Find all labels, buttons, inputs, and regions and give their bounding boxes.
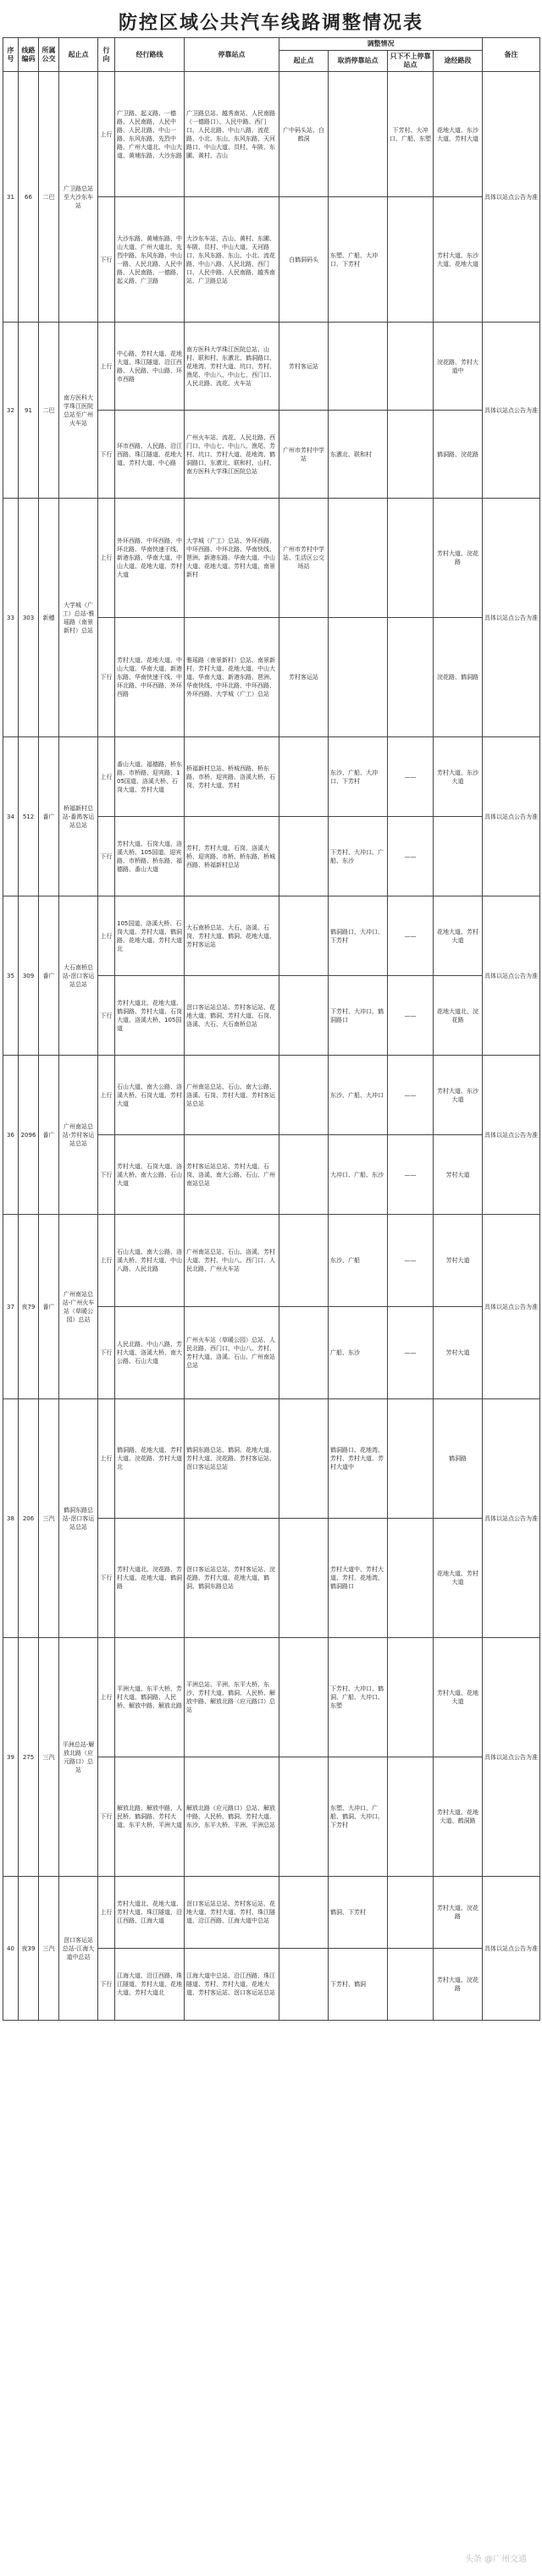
cell-direction: 上行 [98,1638,115,1757]
cell-normal-route: 番山大道、福德路、桥东路、市桥路、迎宾路、105国道、洛溪大桥、石岗大道、芳村大道 [115,737,185,817]
cell-adj-route [434,817,483,896]
cell-adj-route: 浣花路、鹤洞路 [434,618,483,737]
cell-adj-route: 花地大道、芳村大道 [434,1519,483,1638]
table-row [3,499,540,618]
header-direction: 行向 [98,38,115,72]
cell-stops: 滘口客运站总站、芳村客运站、浣花路、芳村大道、花地大道、鹤洞、鹤洞东路总站 [185,1519,279,1638]
cell-adj-only [388,1399,434,1519]
cell-normal-route: 石山大道、南大公路、洛溪大桥、石岗大道、芳村大道 [115,1056,185,1135]
cell-adj-only: —— [388,1135,434,1215]
cell-seq: 33 [3,499,19,737]
cell-adj-route: 芳村大道 [434,1215,483,1307]
cell-direction: 下行 [98,197,115,323]
cell-adj-start: 广州市芳村中学站 [279,411,329,499]
cell-adj-route: 芳村大道 [434,1135,483,1215]
cell-stops: 芳村客运站总站、芳村大道、石岗、洛溪、南大公路、石山、广州南站总站 [185,1135,279,1215]
cell-adj-only: —— [388,1056,434,1135]
cell-adj-start [279,1307,329,1399]
table-header-row [3,38,540,51]
header-remark: 备注 [483,38,540,72]
cell-adj-cancel: 东塱、大冲口、广船、鹤洞、大冲口、下芳村 [329,1757,388,1877]
cell-direction: 下行 [98,1307,115,1399]
cell-remark: 具体以站点公告为准 [483,1056,540,1215]
cell-seq: 37 [3,1215,19,1399]
cell-company: 番广 [39,1215,59,1399]
cell-remark: 具体以站点公告为准 [483,323,540,499]
cell-remark: 具体以站点公告为准 [483,737,540,896]
cell-adj-route: 花地大道北、浣花路 [434,976,483,1056]
table-body [3,72,540,2021]
cell-remark: 具体以站点公告为准 [483,1399,540,1638]
cell-stops: 平洲总站、平洲、东平大桥、东沙、芳村大道、鹤洞、人民桥、解放中路、解放北路（应元路口）总站 [185,1638,279,1757]
header-normal-route: 经行路线 [115,38,185,72]
cell-adj-cancel: 芳村大道中、芳村大道、芳村、花地湾、鹤洞路口 [329,1519,388,1638]
cell-adj-only: —— [388,817,434,896]
cell-route: 303 [19,499,39,737]
cell-adj-cancel [329,618,388,737]
cell-adj-start [279,1757,329,1877]
cell-adj-route: 花地大道、芳村大道 [434,896,483,976]
cell-company: 二巴 [39,323,59,499]
cell-direction: 上行 [98,323,115,411]
cell-direction: 上行 [98,72,115,197]
cell-stops: 广州火车站（草暖公园）总站、人民北路、西门口、中山八、芳村、芳村大道、洛溪、石山、广州南站总站 [185,1307,279,1399]
cell-adj-start [279,1135,329,1215]
cell-adj-only [388,1877,434,1949]
cell-normal-route: 平洲大道、东平大桥、芳村大道、鹤洞路、人民桥、解放中路、解放北路 [115,1638,185,1757]
cell-adj-start: 广中码头站、白鹤洞 [279,72,329,197]
cell-adj-route: 鹤洞路 [434,1399,483,1519]
cell-adj-route: 芳村大道 [434,1307,483,1399]
cell-stops: 鹤洞东路总站、鹤洞、花地大道、芳村大道、浣花路、芳村客运站、滘口客运站总站 [185,1399,279,1519]
cell-adj-only [388,618,434,737]
cell-adj-cancel: 下芳村、大冲口、鹤洞路口 [329,976,388,1056]
header-adjust: 调整情况 [279,38,483,51]
table-row [3,1399,540,1519]
cell-adj-cancel: 东沙、广船 [329,1215,388,1307]
cell-seq: 36 [3,1056,19,1215]
cell-company: 新穗 [39,499,59,737]
cell-adj-start [279,1519,329,1638]
cell-adj-start: 芳村客运站 [279,618,329,737]
cell-company: 三汽 [39,1638,59,1877]
cell-adj-cancel: 鹤洞路口、花地湾、芳村、芳村大道、芳村大道中 [329,1399,388,1519]
cell-adj-start [279,976,329,1056]
cell-start: 广州南站总站-广州火车站（草暖公园）总站 [59,1215,98,1399]
cell-start: 大石南桥总站-滘口客运站总站 [59,896,98,1056]
watermark: 头条 @广州交通 [464,2555,527,2564]
cell-adj-cancel [329,323,388,411]
cell-adj-cancel: 东塱、广船、大冲口、下芳村 [329,197,388,323]
cell-stops: 滘口客运站总站、芳村客运站、花地大道、芳村大道、芳村、珠江隧道、沿江西路、江海大道中总站 [185,1877,279,1949]
cell-adj-route: 芳村大道、浣花路 [434,499,483,618]
cell-seq: 31 [3,72,19,323]
cell-adj-start: 白鹤洞码头 [279,197,329,323]
cell-start: 广州南站总站-芳村客运站总站 [59,1056,98,1215]
cell-normal-route: 江海大道、沿江西路、珠江隧道、芳村大道、花地大道、芳村大道北 [115,1949,185,2021]
cell-adj-cancel: 鹤洞路口、大冲口、下芳村 [329,896,388,976]
cell-adj-only [388,1757,434,1877]
cell-normal-route: 广卫路、起义路、一德路、人民南路、人民中路、人民北路、中山一路、东风东路、先烈中路、广州大道北、中山大道、黄埔东路、大沙东路 [115,72,185,197]
header-adj-only: 只下不上停靠站点 [388,51,434,72]
cell-company: 番广 [39,896,59,1056]
cell-adj-start [279,1638,329,1757]
cell-route: 夜39 [19,1877,39,2021]
cell-normal-route: 人民北路、中山八路、芳村大道、洛溪大桥、南大公路、石山大道 [115,1307,185,1399]
cell-adj-only: —— [388,737,434,817]
cell-adj-route: 芳村大道、东沙大道 [434,1056,483,1135]
cell-adj-cancel: 东漖北、联和村 [329,411,388,499]
cell-seq: 40 [3,1877,19,2021]
cell-normal-route: 环市西路、人民路、沿江西路、珠江隧道、花地大道、芳村大道、中心路 [115,411,185,499]
cell-adj-route: 芳村大道、花地大道、鹤洞路 [434,1757,483,1877]
cell-normal-route: 大沙东路、黄埔东路、中山大道、广州大道北、先烈中路、东风东路、中山一路、人民北路、人民中路、人民南路、一德路、起义路、广卫路 [115,197,185,323]
cell-remark: 具体以站点公告为准 [483,1638,540,1877]
cell-seq: 35 [3,896,19,1056]
cell-seq: 32 [3,323,19,499]
cell-stops: 江海大道中总站、沿江西路、珠江隧道、芳村、芳村大道、花地大道、芳村客运站、滘口客运站总站 [185,1949,279,2021]
cell-seq: 34 [3,737,19,896]
cell-stops: 滘口客运站总站、芳村客运站、花地大道、鹤洞、芳村大道、石岗、洛溪、大石、大石南桥总站 [185,976,279,1056]
cell-adj-start [279,737,329,817]
cell-adj-only [388,197,434,323]
cell-company: 番广 [39,1056,59,1215]
cell-direction: 上行 [98,1399,115,1519]
cell-adj-only [388,1949,434,2021]
cell-direction: 上行 [98,737,115,817]
cell-normal-route: 芳村大道、石岗大道、洛溪大桥、105国道、迎宾路、市桥路、桥东路、福德路、番山大道 [115,817,185,896]
cell-start: 滘口客运站总站-江海大道中总站 [59,1877,98,2021]
cell-direction: 上行 [98,896,115,976]
cell-adj-only [388,499,434,618]
cell-adj-only: —— [388,896,434,976]
cell-stops: 广州火车站、流花、人民北路、西门口、中山七、中山八、渔尾、芳村、坑口、芳村大道、花地湾、鹤洞路口、东漖北、联和村、山村、南方医科大学珠江医院总站 [185,411,279,499]
route-adjustment-table [3,37,540,2021]
cell-stops: 广卫路总站、越秀南站、人民南路（一德路口）、人民中路、西门口、人民北路、中山八路、流花路、小北、东山、东风东路、天河路口、中山大道、员村、车陂、东圃、黄村、吉山 [185,72,279,197]
cell-adj-cancel: 下芳村、鹤洞 [329,1949,388,2021]
cell-adj-cancel: 大冲口、广船、东沙 [329,1135,388,1215]
cell-direction: 下行 [98,1135,115,1215]
cell-remark: 具体以站点公告为准 [483,1877,540,2021]
table-row [3,1638,540,1757]
cell-direction: 上行 [98,1215,115,1307]
cell-direction: 下行 [98,1519,115,1638]
cell-adj-route: 芳村大道、东沙大道、花地大道 [434,197,483,323]
cell-start: 鹤洞东路总站-滘口客运站总站 [59,1399,98,1638]
cell-adj-start [279,1877,329,1949]
cell-remark: 具体以站点公告为准 [483,896,540,1056]
cell-normal-route: 鹤洞路、花地大道、芳村大道、浣花路、芳村大道北 [115,1399,185,1519]
cell-normal-route: 芳村大道北、浣花路、芳村大道、花地大道、鹤洞路 [115,1519,185,1638]
cell-adj-only: —— [388,1307,434,1399]
cell-adj-route: 芳村大道、浣花路 [434,1949,483,2021]
table-row [3,323,540,411]
cell-direction: 下行 [98,411,115,499]
cell-adj-route: 芳村大道、花地大道 [434,1638,483,1757]
cell-seq: 39 [3,1638,19,1877]
cell-direction: 上行 [98,1877,115,1949]
header-stops: 停靠站点 [185,38,279,72]
cell-route: 512 [19,737,39,896]
cell-normal-route: 解放北路、解放中路、人民桥、鹤洞路、芳村大道、东平大桥、平洲大道 [115,1757,185,1877]
table-row [3,1215,540,1307]
cell-adj-cancel [329,499,388,618]
cell-start: 平洲总站-解放北路（应元路口）总站 [59,1638,98,1877]
cell-adj-start: 广州市芳村中学站、生活区公交场站 [279,499,329,618]
cell-adj-cancel: 下芳村、大冲口、广船、东沙 [329,817,388,896]
cell-direction: 下行 [98,1757,115,1877]
cell-adj-route: 花地大道、东沙大道、芳村大道 [434,72,483,197]
cell-adj-only [388,1519,434,1638]
cell-adj-cancel: 鹤洞、下芳村 [329,1877,388,1949]
cell-adj-start [279,896,329,976]
cell-adj-cancel: 下芳村、大冲口、鹤洞、广船、大冲口、东塱 [329,1638,388,1757]
cell-remark: 具体以站点公告为准 [483,72,540,323]
cell-start: 桥福新村总站-番禺客运站总站 [59,737,98,896]
cell-adj-cancel: 东沙、广船、大冲口、下芳村 [329,737,388,817]
cell-stops: 芳村、芳村大道、石岗、洛溪大桥、迎宾路、市桥、桥东路、桥城西路、桥福新村总站 [185,817,279,896]
cell-stops: 南方医科大学珠江医院总站、山村、联和村、东漖北、鹤洞路口、花地湾、芳村大道、坑口、芳村、渔尾、中山八、中山七、西门口、人民北路、流花、火车站 [185,323,279,411]
cell-direction: 下行 [98,976,115,1056]
table-row [3,1877,540,1949]
table-row [3,1056,540,1135]
cell-normal-route: 中心路、芳村大道、花地大道、珠江隧道、沿江西路、人民路、中山路、环市西路 [115,323,185,411]
cell-normal-route: 芳村大道北、花地大道、芳村大道、珠江隧道、沿江西路、江海大道 [115,1877,185,1949]
header-route: 线路编码 [19,38,39,72]
cell-stops: 大石南桥总站、大石、洛溪、石岗、芳村大道、鹤洞、花地大道、芳村客运站 [185,896,279,976]
header-adj-cancel: 取消停靠站点 [329,51,388,72]
header-adj-route: 途经路段 [434,51,483,72]
cell-adj-start [279,817,329,896]
document-title: 防控区域公共汽车线路调整情况表 [118,12,423,34]
header-company: 所属公交 [39,38,59,72]
cell-route: 309 [19,896,39,1056]
cell-seq: 38 [3,1399,19,1638]
table-row [3,737,540,817]
cell-direction: 下行 [98,618,115,737]
cell-adj-cancel: 东沙、广船、大冲口 [329,1056,388,1135]
cell-adj-route: 浣花路、芳村大道中 [434,323,483,411]
cell-normal-route: 105国道、洛溪大桥、石岗大道、芳村大道、鹤洞路、花地大道、芳村大道北 [115,896,185,976]
cell-direction: 下行 [98,1949,115,2021]
cell-adj-only [388,1638,434,1757]
cell-remark: 具体以站点公告为准 [483,499,540,737]
cell-adj-only [388,411,434,499]
cell-company: 三汽 [39,1399,59,1638]
cell-route: 91 [19,323,39,499]
cell-stops: 大沙东车站、吉山、黄村、东圃、车陂、员村、中山大道、天河路口、东风东路、东山、小北、流花路、中山八路、人民北路、西门口、人民中路、人民南路、越秀南站、广卫路总站 [185,197,279,323]
cell-start: 大学城（广工）总站-雅瑶路（南景新村）总站 [59,499,98,737]
cell-adj-only: —— [388,976,434,1056]
cell-company: 三汽 [39,1877,59,2021]
cell-adj-only: —— [388,1215,434,1307]
cell-adj-start [279,1056,329,1135]
cell-direction: 上行 [98,1056,115,1135]
cell-adj-cancel [329,72,388,197]
table-row [3,896,540,976]
cell-route: 66 [19,72,39,323]
cell-start: 南方医科大学珠江医院总站至广州火车站 [59,323,98,499]
header-seq: 序号 [3,38,19,72]
table-row [3,72,540,197]
cell-stops: 解放北路（应元路口）总站、解放中路、人民桥、鹤洞、芳村大道、东沙、东平大桥、平洲、平洲总站 [185,1757,279,1877]
cell-remark: 具体以站点公告为准 [483,1215,540,1399]
cell-adj-route: 鹤洞路、浣花路 [434,411,483,499]
cell-normal-route: 芳村大道、石岗大道、洛溪大桥、南大公路、石山大道 [115,1135,185,1215]
cell-route: 夜79 [19,1215,39,1399]
header-adj-start: 起止点 [279,51,329,72]
cell-stops: 广州南站总站、石山、南大公路、洛溪、石岗、芳村大道、芳村客运站总站 [185,1056,279,1135]
cell-normal-route: 芳村大道北、花地大道、鹤洞路、芳村大道、石岗大道、洛溪大桥、105国道 [115,976,185,1056]
cell-direction: 下行 [98,817,115,896]
cell-adj-route: 芳村大道、东沙大道 [434,737,483,817]
cell-adj-only: 下芳村、大冲口、广船、东塱 [388,72,434,197]
cell-route: 275 [19,1638,39,1877]
cell-adj-start [279,1399,329,1519]
cell-route: 2096 [19,1056,39,1215]
header-start: 起止点 [59,38,98,72]
cell-company: 二巴 [39,72,59,323]
cell-stops: 桥福新村总站、桥城西路、桥东路、市桥、迎宾路、洛溪大桥、石岗、芳村大道、芳村 [185,737,279,817]
cell-stops: 雅瑶路（南景新村）总站、南景新村、芳村大道、花地大道、中山大道、华南大道、新港东路、琶洲、华南快线、中环北路、中环西路、外环西路、大学城（广工）总站 [185,618,279,737]
cell-company: 番广 [39,737,59,896]
cell-adj-start [279,1949,329,2021]
cell-normal-route: 外环西路、中环西路、中环北路、华南快速干线、新港东路、华南大道、中山大道、花地大道、芳村大道 [115,499,185,618]
cell-direction: 上行 [98,499,115,618]
cell-adj-cancel: 广船、东沙 [329,1307,388,1399]
cell-stops: 大学城（广工）总站、外环西路、中环西路、中环北路、华南快线、琶洲、新港东路、华南大道、中山大道、花地大道、芳村大道、南景新村 [185,499,279,618]
cell-normal-route: 石山大道、南大公路、洛溪大桥、芳村大道、中山八路、人民北路 [115,1215,185,1307]
cell-route: 206 [19,1399,39,1638]
cell-stops: 广州南站总站、石山、洛溪、芳村大道、芳村、中山八、西门口、人民北路、广州火车站 [185,1215,279,1307]
cell-adj-start: 芳村客运站 [279,323,329,411]
cell-start: 广卫路总站至大沙东车站 [59,72,98,323]
cell-normal-route: 芳村大道、花地大道、中山大道、华南大道、新港东路、华南快速干线、中环北路、中环西路、外环西路 [115,618,185,737]
cell-adj-route: 芳村大道、浣花路 [434,1877,483,1949]
cell-adj-only [388,323,434,411]
cell-adj-start [279,1215,329,1307]
